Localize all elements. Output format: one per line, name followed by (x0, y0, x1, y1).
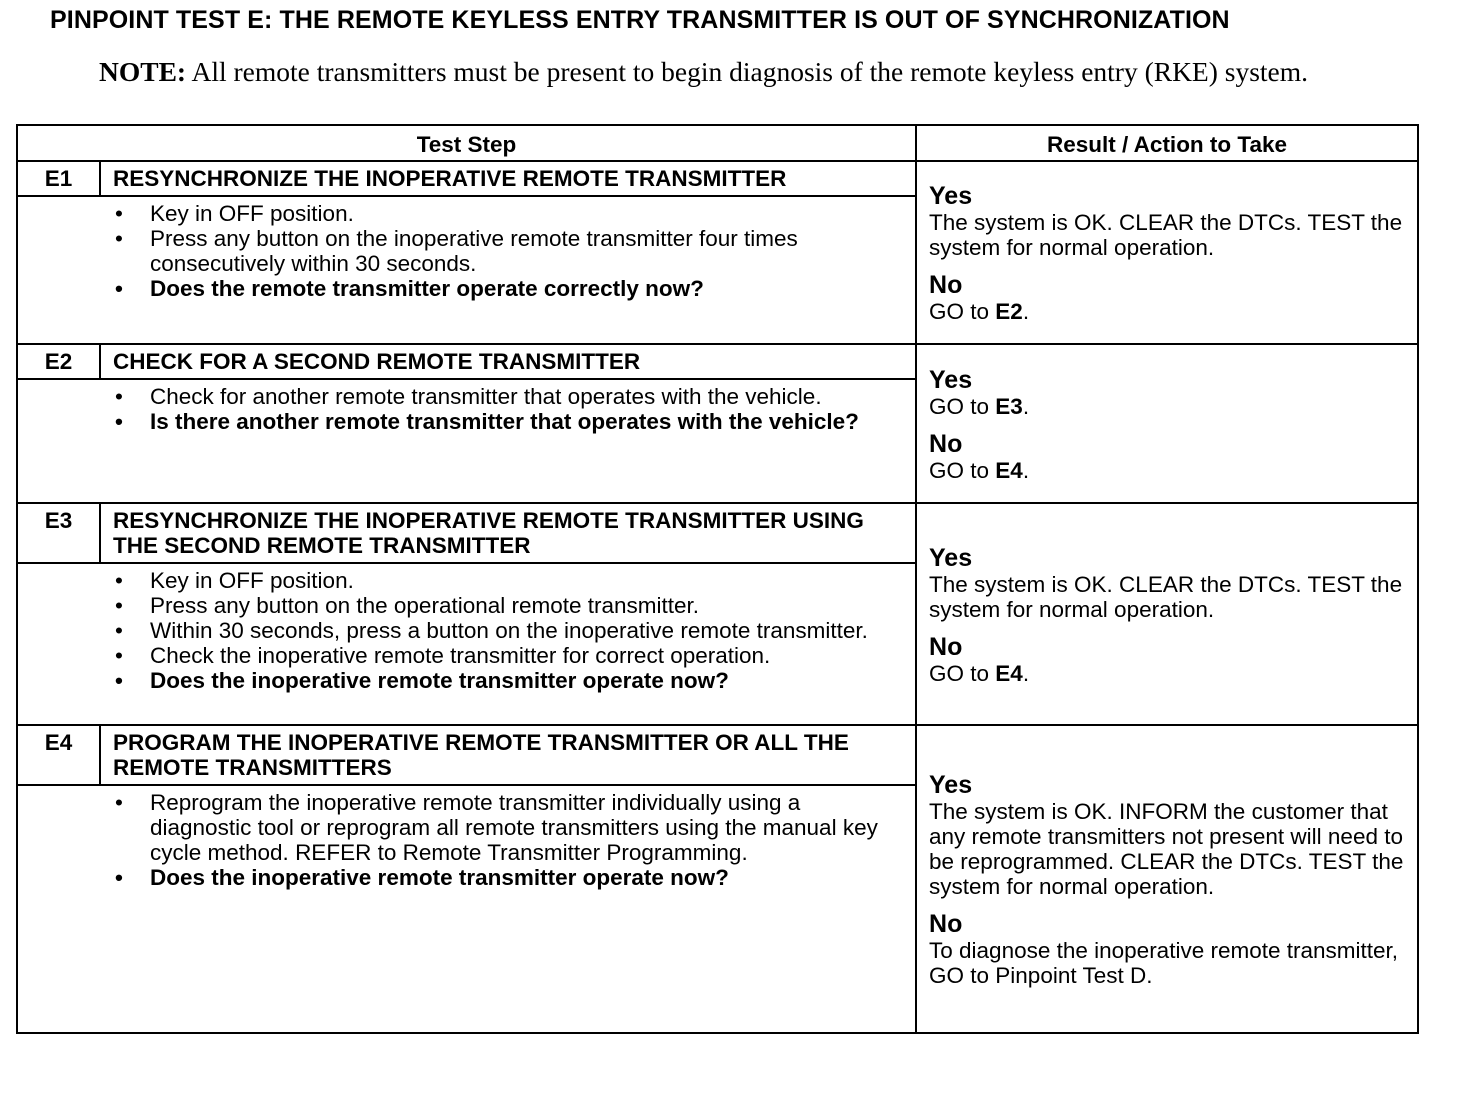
page-title: PINPOINT TEST E: THE REMOTE KEYLESS ENTRY TRANSMITTER IS OUT OF SYNCHRONIZATION (50, 6, 1230, 34)
step-result (916, 725, 1418, 1033)
step-reference: E4 (995, 457, 1023, 483)
note-label: NOTE: (99, 56, 187, 87)
list-item: • Within 30 seconds, press a button on the inoperative remote transmitter. (115, 618, 905, 643)
header-test-step: Test Step (17, 125, 916, 161)
step-id: E4 (17, 725, 100, 785)
step-title-row (17, 503, 1418, 563)
step-id: E1 (17, 161, 100, 196)
list-item: • Check the inoperative remote transmitter for correct operation. (115, 643, 905, 668)
result-no-label: No (929, 632, 963, 661)
step-result (916, 503, 1418, 725)
step-title: CHECK FOR A SECOND REMOTE TRANSMITTER (100, 344, 916, 379)
result-yes-text: The system is OK. CLEAR the DTCs. TEST the system for normal operation. (929, 571, 1403, 622)
result-no-label: No (929, 271, 963, 299)
step-body (17, 563, 916, 725)
result-yes-text: GO to E3. (929, 393, 1030, 419)
pinpoint-test-table (16, 124, 1419, 1034)
step-reference: E2 (995, 299, 1023, 324)
step-question: • Is there another remote transmitter that operates with the vehicle? (115, 409, 905, 434)
result-yes-label: Yes (929, 365, 973, 394)
step-question: • Does the inoperative remote transmitter operate now? (115, 865, 905, 890)
list-item: • Press any button on the inoperative remote transmitter four times consecutively within 30 seconds. (115, 226, 905, 276)
result-yes-label: Yes (929, 182, 973, 210)
result-yes-label: Yes (929, 543, 973, 572)
step-reference: E4 (995, 660, 1023, 686)
list-item: • Reprogram the inoperative remote transmitter individually using a diagnostic tool or reprogram all remote transmitters using the manual key cycle method. REFER to Remote Transmitter Programming. (115, 790, 905, 865)
result-yes-label: Yes (929, 771, 973, 799)
result-yes-text: The system is OK. CLEAR the DTCs. TEST the system for normal operation. (929, 210, 1403, 260)
result-no-text: GO to E4. (929, 457, 1030, 483)
result-no-text: To diagnose the inoperative remote transmitter, GO to Pinpoint Test D. (929, 938, 1399, 988)
step-id: E3 (17, 503, 100, 563)
table-header-row (17, 125, 1418, 161)
step-result (916, 161, 1418, 344)
step-body (17, 196, 916, 344)
step-body (17, 379, 916, 503)
step-question: • Does the inoperative remote transmitter operate now? (115, 668, 905, 693)
step-title: PROGRAM THE INOPERATIVE REMOTE TRANSMITTER OR ALL THE REMOTE TRANSMITTERS (100, 725, 916, 785)
result-no-text: GO to E4. (929, 660, 1030, 686)
step-body (17, 785, 916, 1033)
step-title: RESYNCHRONIZE THE INOPERATIVE REMOTE TRANSMITTER (100, 161, 916, 196)
header-result-action: Result / Action to Take (916, 125, 1418, 161)
result-yes-text: The system is OK. INFORM the customer that any remote transmitters not present will need to be reprogrammed. CLEAR the DTCs. TEST the system for normal operation. (929, 799, 1404, 899)
action-list (18, 201, 905, 301)
result-no-label: No (929, 429, 963, 458)
step-id: E2 (17, 344, 100, 379)
list-item: • Key in OFF position. (115, 201, 905, 226)
step-title-row (17, 725, 1418, 785)
action-list (18, 568, 905, 693)
step-reference: E3 (995, 393, 1023, 419)
action-list (18, 790, 905, 890)
result-no-label: No (929, 910, 963, 938)
list-item: • Key in OFF position. (115, 568, 905, 593)
list-item: • Press any button on the operational remote transmitter. (115, 593, 905, 618)
note-text: All remote transmitters must be present to begin diagnosis of the remote keyless entry (RKE) system. (191, 56, 1309, 87)
list-item: • Check for another remote transmitter that operates with the vehicle. (115, 384, 905, 409)
step-question: • Does the remote transmitter operate correctly now? (115, 276, 905, 301)
step-title-row (17, 161, 1418, 196)
action-list (18, 384, 905, 434)
step-title-row (17, 344, 1418, 379)
result-no-text: GO to E2. (929, 299, 1030, 324)
step-title: RESYNCHRONIZE THE INOPERATIVE REMOTE TRANSMITTER USING THE SECOND REMOTE TRANSMITTER (100, 503, 916, 563)
note-paragraph (99, 56, 1329, 87)
step-result (916, 344, 1418, 503)
